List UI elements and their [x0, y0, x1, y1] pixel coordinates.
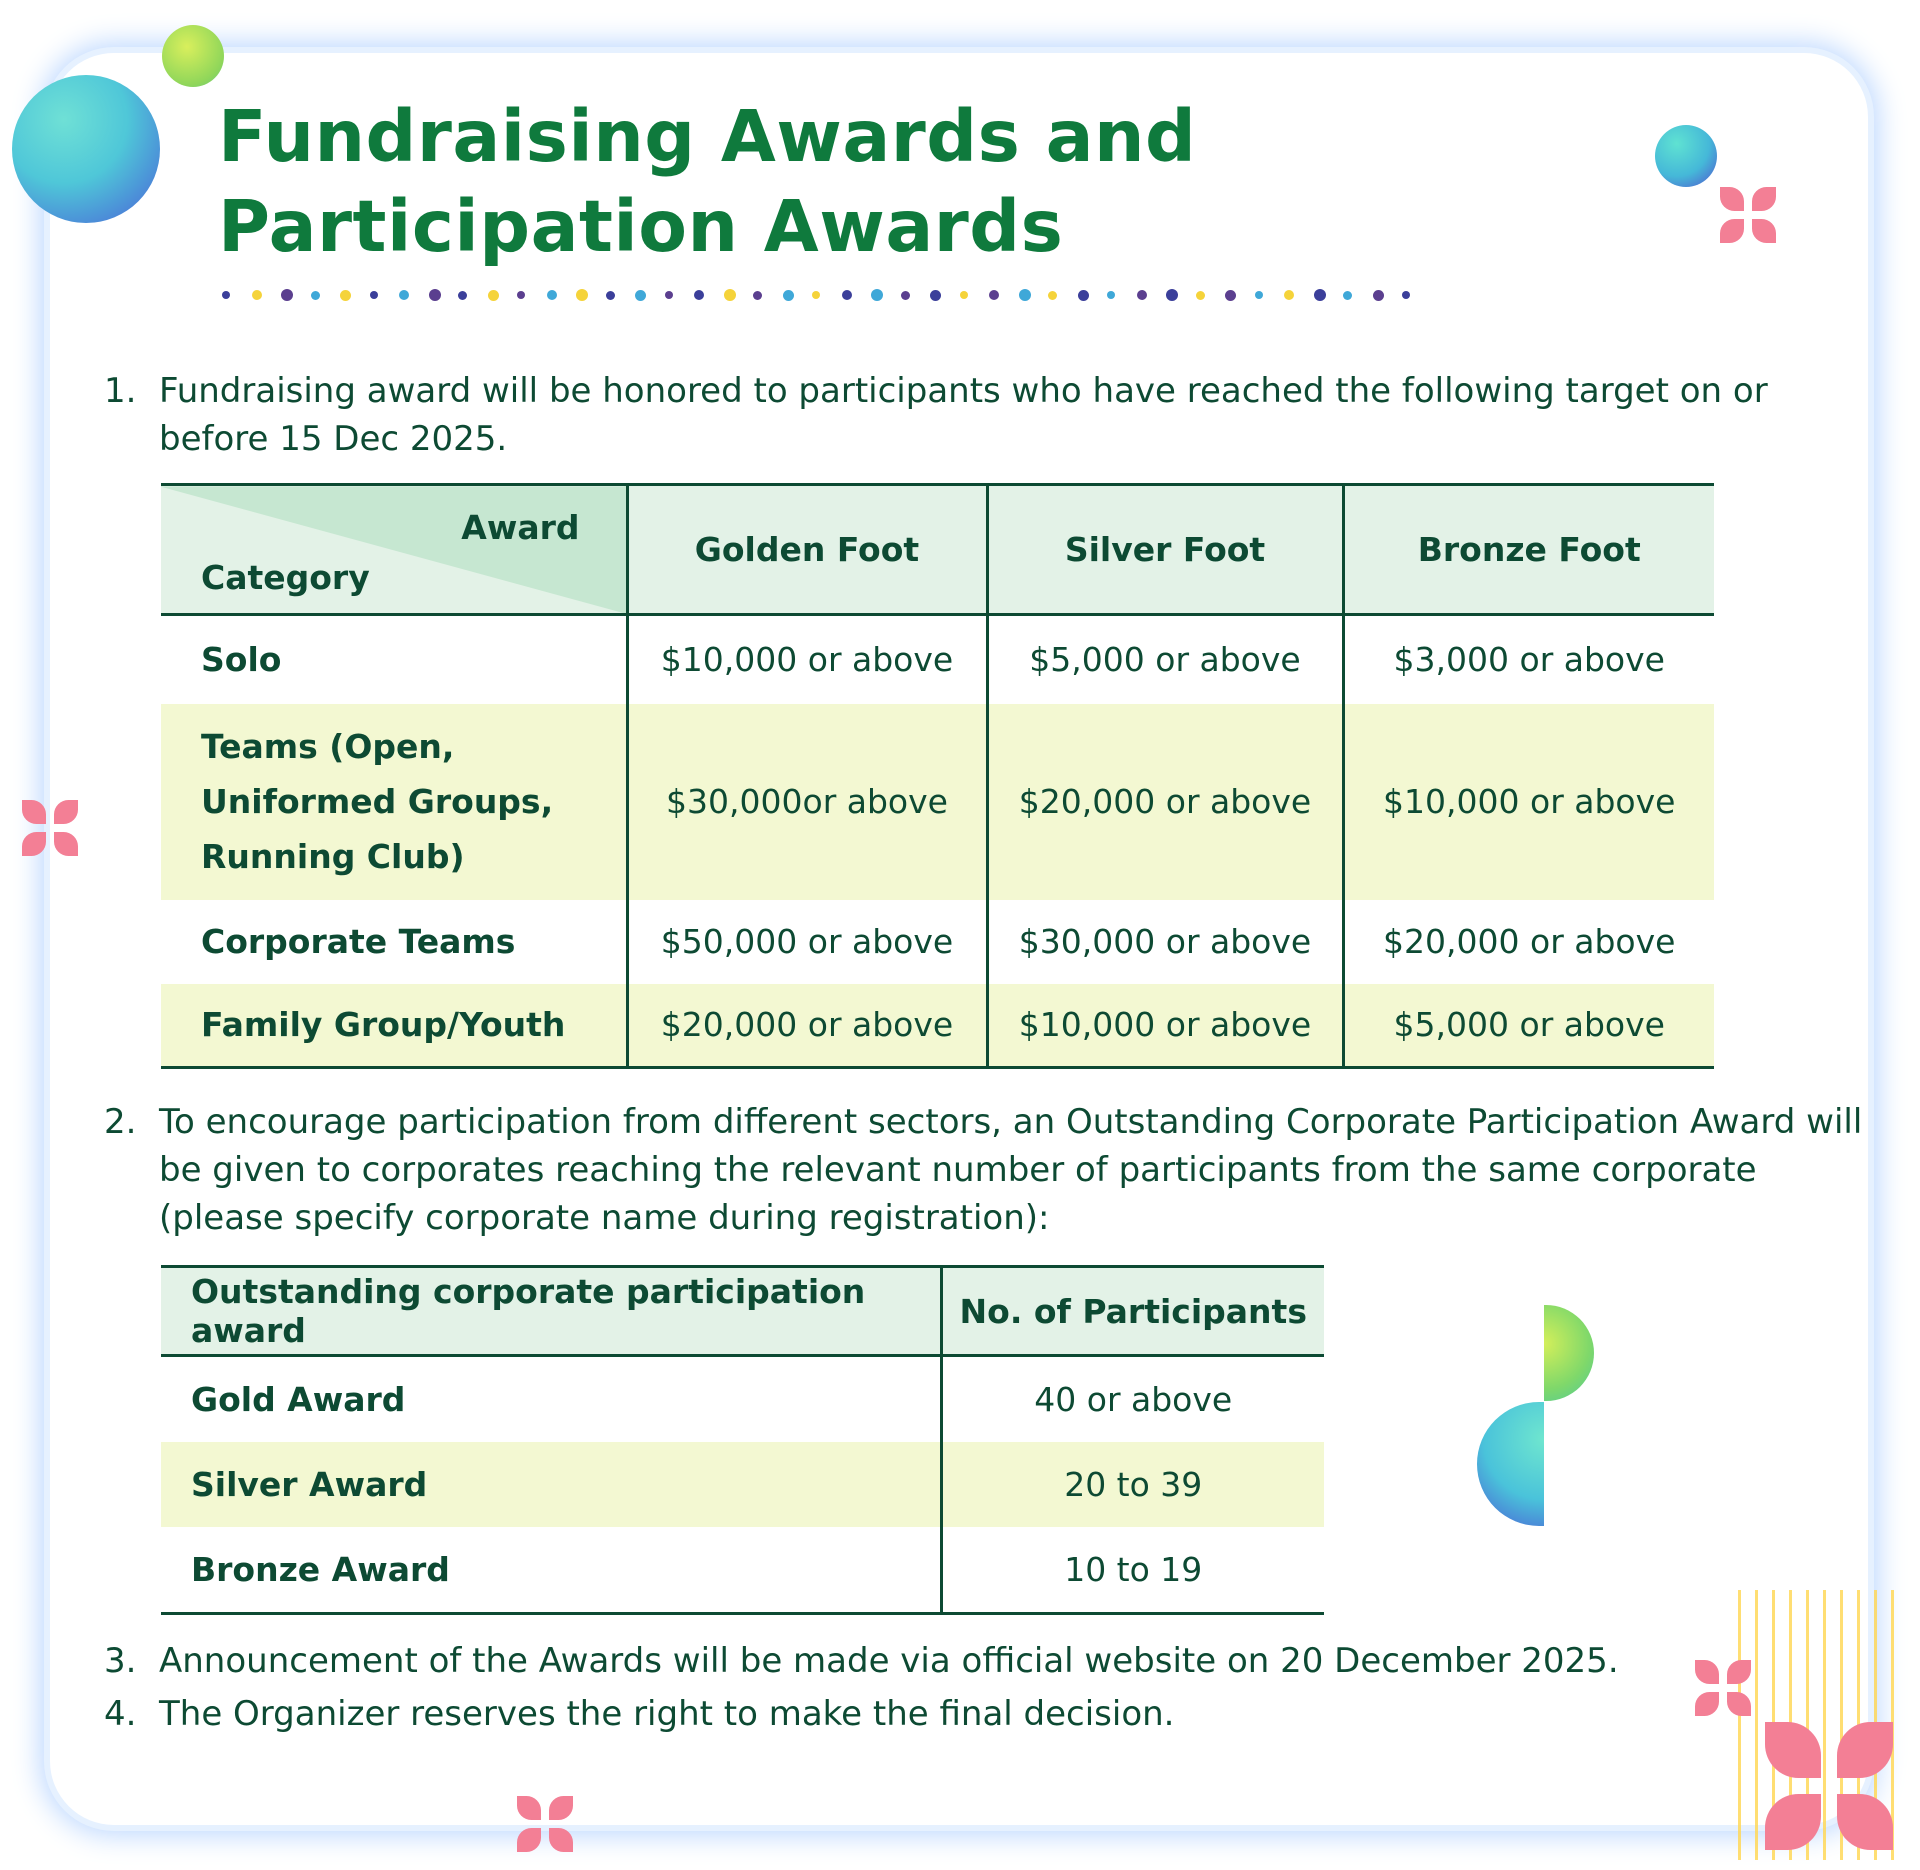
- corner-label-category: Category: [201, 558, 370, 597]
- table-cell: $20,000 or above: [1343, 900, 1714, 984]
- divider-dot: [1019, 289, 1031, 301]
- table-row: [161, 615, 1714, 704]
- decorative-circle-lime: [162, 25, 224, 87]
- table-cell: 10 to 19: [941, 1527, 1324, 1614]
- row-label: Gold Award: [191, 1380, 406, 1419]
- table-cell: $30,000or above: [627, 704, 987, 900]
- table-cell: $10,000 or above: [1343, 704, 1714, 900]
- table-cell: $20,000 or above: [627, 984, 987, 1068]
- row-label-line: Teams (Open,: [201, 727, 455, 766]
- row-label-line: Uniformed Groups,: [201, 782, 554, 821]
- divider-dot: [1402, 291, 1410, 299]
- list-number: 4.: [104, 1694, 137, 1734]
- table-row: [161, 704, 1714, 900]
- flower-icon: [517, 1796, 573, 1852]
- divider-dot: [1078, 290, 1089, 301]
- divider-dot: [871, 289, 883, 301]
- table-cell: 20 to 39: [941, 1442, 1324, 1527]
- list-text-line: be given to corporates reaching the relevant number of participants from the same corporate: [159, 1150, 1757, 1190]
- row-label: Corporate Teams: [201, 922, 516, 961]
- table-cell: $10,000 or above: [987, 984, 1343, 1068]
- table-cell: $5,000 or above: [987, 615, 1343, 704]
- divider-dot: [399, 290, 409, 300]
- flower-icon: [22, 800, 78, 856]
- divider-dot: [753, 291, 762, 300]
- decorative-circle-small: [1655, 125, 1717, 187]
- table-corner-header: [161, 485, 627, 615]
- list-text-line: The Organizer reserves the right to make the final decision.: [159, 1694, 1175, 1734]
- divider-dot: [1137, 290, 1147, 300]
- table-row: [161, 900, 1714, 984]
- row-label: Silver Award: [161, 1442, 941, 1527]
- table-row: [161, 1442, 1324, 1527]
- list-item-1: [104, 367, 1768, 463]
- divider-dot: [1343, 291, 1352, 300]
- divider-dot: [252, 290, 262, 300]
- divider-dot: [930, 290, 941, 301]
- list-text-line: Fundraising award will be honored to participants who have reached the following target on or: [159, 371, 1768, 411]
- decorative-circle-large: [12, 75, 160, 223]
- list-text-line: Announcement of the Awards will be made via official website on 20 December 2025.: [159, 1641, 1619, 1681]
- row-label: [161, 704, 627, 900]
- divider-dot: [812, 291, 820, 299]
- flower-icon-large: [1765, 1722, 1893, 1850]
- title-line-1: Fundraising Awards and: [218, 95, 1197, 178]
- divider-dot: [901, 291, 910, 300]
- divider-dot: [1166, 289, 1178, 301]
- column-header: Golden Foot: [627, 485, 987, 615]
- divider-dot: [222, 291, 230, 299]
- table-cell: $30,000 or above: [987, 900, 1343, 984]
- divider-dot: [1255, 291, 1263, 299]
- divider-dot: [989, 290, 999, 300]
- divider-dot: [1196, 291, 1205, 300]
- list-number: 2.: [104, 1102, 137, 1142]
- divider-dot: [842, 290, 852, 300]
- column-header: Outstanding corporate participation award: [161, 1267, 941, 1356]
- divider-dot: [281, 289, 293, 301]
- divider-dot: [1314, 289, 1326, 301]
- list-item-2: [104, 1098, 1862, 1242]
- list-text-line: To encourage participation from different sectors, an Outstanding Corporate Participation Award will: [159, 1102, 1863, 1142]
- flower-icon: [1720, 187, 1776, 243]
- table-cell: $3,000 or above: [1343, 615, 1714, 704]
- corner-label-award: Award: [461, 508, 580, 547]
- list-text-line: before 15 Dec 2025.: [159, 419, 508, 459]
- column-header: Silver Foot: [987, 485, 1343, 615]
- divider-dot: [517, 291, 525, 299]
- divider-dot: [665, 291, 673, 299]
- participation-award-table: [161, 1265, 1324, 1615]
- table-row: [161, 1527, 1324, 1614]
- row-label-line: Running Club): [201, 837, 465, 876]
- divider-dot: [724, 289, 736, 301]
- divider-dot: [458, 291, 467, 300]
- divider-dot: [429, 289, 441, 301]
- table-cell: 40 or above: [941, 1356, 1324, 1443]
- divider-dot: [311, 291, 320, 300]
- page-title: [218, 92, 1196, 272]
- list-number: 3.: [104, 1641, 137, 1681]
- divider-dot: [488, 290, 499, 301]
- divider-dot: [783, 290, 794, 301]
- divider-dot: [606, 291, 615, 300]
- column-header: Bronze Foot: [1343, 485, 1714, 615]
- divider-dot: [1107, 291, 1115, 299]
- table-row: [161, 984, 1714, 1068]
- divider-dot: [1284, 290, 1294, 300]
- row-label: Family Group/Youth: [161, 984, 627, 1068]
- divider-dot: [694, 290, 704, 300]
- divider-dot: [576, 289, 588, 301]
- divider-dot: [340, 290, 351, 301]
- divider-dot: [370, 291, 378, 299]
- table-cell: $5,000 or above: [1343, 984, 1714, 1068]
- table-cell: $20,000 or above: [987, 704, 1343, 900]
- fundraising-award-table: [161, 483, 1714, 1069]
- divider-dot: [1373, 290, 1384, 301]
- divider-dot: [547, 290, 557, 300]
- dotted-divider: [222, 288, 1422, 302]
- row-label: Solo: [201, 640, 282, 680]
- row-label: Bronze Award: [191, 1550, 450, 1589]
- divider-dot: [635, 290, 646, 301]
- table-cell: $50,000 or above: [627, 900, 987, 984]
- divider-dot: [960, 291, 968, 299]
- divider-dot: [1225, 290, 1236, 301]
- table-cell: $10,000 or above: [627, 615, 987, 704]
- list-item-3: [104, 1637, 1619, 1685]
- divider-dot: [1048, 291, 1057, 300]
- table-row: [161, 1356, 1324, 1443]
- list-text-line: (please specify corporate name during registration):: [159, 1198, 1050, 1238]
- flower-icon: [1695, 1660, 1751, 1716]
- list-number: 1.: [104, 371, 137, 411]
- list-item-4: [104, 1690, 1174, 1738]
- column-header: No. of Participants: [941, 1267, 1324, 1356]
- title-line-2: Participation Awards: [218, 185, 1064, 268]
